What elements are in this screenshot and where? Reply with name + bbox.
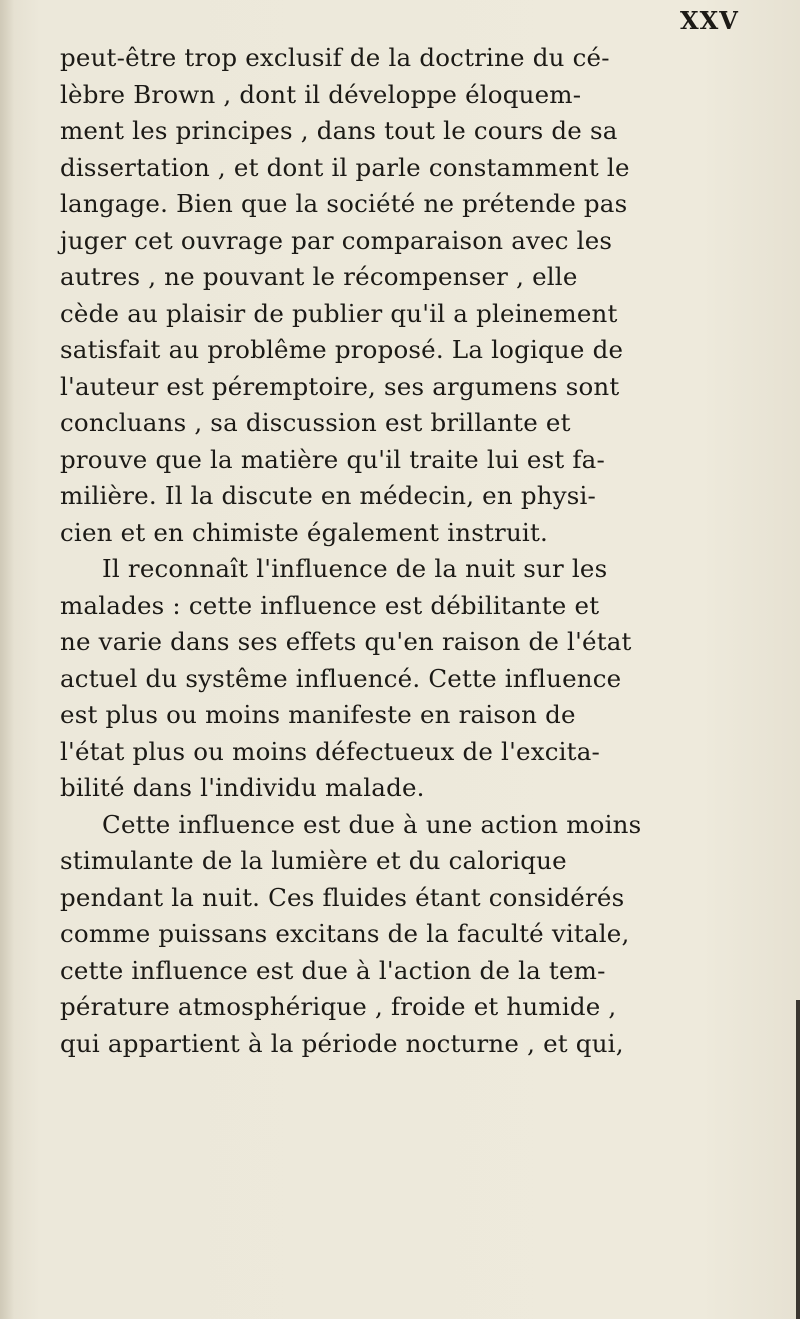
text-line: l'état plus ou moins défectueux de l'excita- <box>60 736 601 766</box>
text-line: dissertation , et dont il parle constamment le <box>60 152 630 182</box>
spine-shadow <box>0 0 14 1319</box>
page-edge <box>796 1000 800 1319</box>
text-line: est plus ou moins manifeste en raison de <box>60 700 576 729</box>
text-line: bilité dans l'individu malade. <box>60 773 425 802</box>
text-line: satisfait au problême proposé. La logique de <box>60 335 624 364</box>
text-line: ment les principes , dans tout le cours de sa <box>60 116 618 145</box>
text-line: concluans , sa discussion est brillante et <box>60 408 571 437</box>
text-line: pendant la nuit. Ces fluides étant considérés <box>60 882 625 912</box>
text-line: lèbre Brown , dont il développe éloquem- <box>60 79 582 109</box>
text-line: cien et en chimiste également instruit. <box>60 517 548 547</box>
body-text <box>60 40 760 1062</box>
text-line: langage. Bien que la société ne prétende pas <box>60 189 628 218</box>
text-line: stimulante de la lumière et du calorique <box>60 846 567 875</box>
text-line: peut-être trop exclusif de la doctrine du cé- <box>60 43 610 72</box>
page-number: XXV <box>680 6 739 35</box>
text-line: prouve que la matière qu'il traite lui est fa- <box>60 444 605 474</box>
text-line: juger cet ouvrage par comparaison avec les <box>60 225 613 255</box>
text-line: actuel du systême influencé. Cette influence <box>60 663 622 693</box>
paragraph-start-line: Cette influence est due à une action moins <box>102 809 642 839</box>
text-line: autres , ne pouvant le récompenser , elle <box>60 262 578 291</box>
text-line: cette influence est due à l'action de la tem- <box>60 955 606 985</box>
text-line: l'auteur est péremptoire, ses argumens sont <box>60 371 620 401</box>
paragraph-start-line: Il reconnaît l'influence de la nuit sur les <box>102 554 608 583</box>
text-line: milière. Il la discute en médecin, en physi- <box>60 481 597 510</box>
text-line: qui appartient à la période nocturne , et qui, <box>60 1028 624 1058</box>
text-line: ne varie dans ses effets qu'en raison de l'état <box>60 627 632 656</box>
text-line: cède au plaisir de publier qu'il a pleinement <box>60 298 618 328</box>
text-line: malades : cette influence est débilitante et <box>60 590 600 620</box>
text-line: comme puissans excitans de la faculté vitale, <box>60 919 630 948</box>
text-line: pérature atmosphérique , froide et humide , <box>60 992 617 1021</box>
